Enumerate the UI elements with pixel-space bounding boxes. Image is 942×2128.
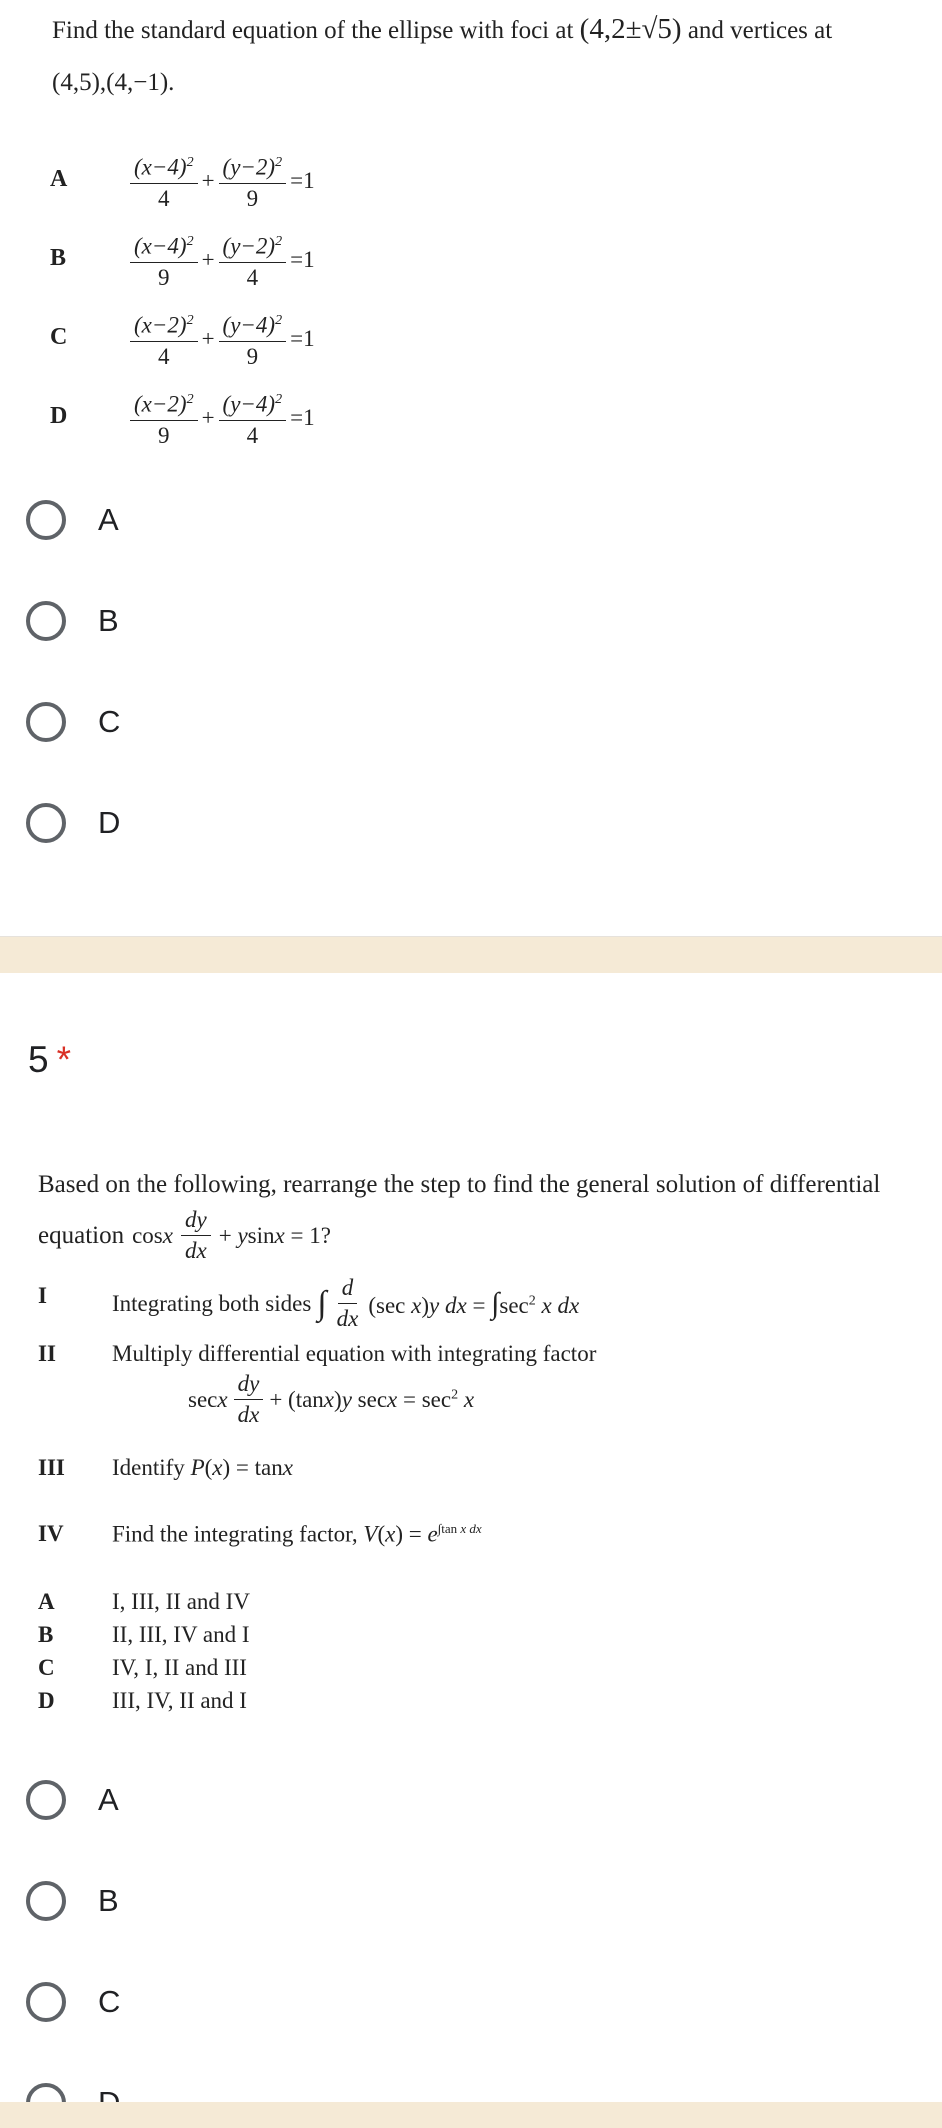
radio-circle[interactable] bbox=[26, 1881, 66, 1921]
step-i: I Integrating both sides ∫ $\frac{d}{dx}$ (sec x)y dx = $\int\sec^2$ x dx bbox=[38, 1275, 580, 1331]
radio-option-b[interactable]: B bbox=[26, 601, 119, 641]
question-card-4: Find the standard equation of the ellipse with foci at (4,2±√5) and vertices at (4,5),(4,−1). A $\frac{(x-4)^2}{4}$ + $\frac{(y-2)^2}{9}$ =1 B $\frac{(x-4)^2}{9}$ + $\frac{(y-2)^2}{4}$ =1 C $\frac{(x-2)^2}{4}$ + $\frac{(y-4)^2}{9}$ =1 D $\frac{(x-2)^2}{9}$ + $\frac{(y-4)^2}{4}$ =1 A B C D bbox=[0, 0, 942, 938]
answer-key-list bbox=[38, 1589, 538, 1721]
radio-option-a[interactable]: A bbox=[26, 500, 119, 540]
question-number: 5 * bbox=[28, 1039, 71, 1080]
bottom-divider bbox=[0, 2102, 942, 2128]
equation-a: $\frac{(x-4)^2}{4}$ + $\frac{(y-2)^2}{9}$ =1 bbox=[130, 148, 315, 214]
foci-expression: (4,2±√5) bbox=[579, 13, 682, 45]
stem-text-mid: and vertices at bbox=[687, 17, 833, 44]
question-stem: Based on the following, rearrange the step to find the general solution of differential bbox=[38, 1171, 881, 1198]
question-card-5: 5 * Based on the following, rearrange the step to find the general solution of differential equation cosx $\frac{dy}{dx}$ + ysinx = 1? I Integrating both sides ∫ $\frac{d}{dx}$ (sec x)y dx = $\int\sec^2$ x dx II Multiply differential equation with integrating factor secx $\frac{dy}{dx}$ + (tanx)y $\sec x = \sec^2 x$ III Identify P(x) = tanx IV Find the integrating factor, $V(x) = e^{\int tan x dx}$ A I, III, II and IV B II, III, IV and I C IV, I, II and III D III, IV, II and I A B C bbox=[0, 973, 942, 2113]
radio-circle[interactable] bbox=[26, 500, 66, 540]
radio-circle[interactable] bbox=[26, 702, 66, 742]
radio-circle[interactable] bbox=[26, 1982, 66, 2022]
radio-circle[interactable] bbox=[26, 803, 66, 843]
stem-text: Find the standard equation of the ellipse with foci at bbox=[52, 17, 574, 44]
answer-key-c: C IV, I, II and III bbox=[38, 1655, 247, 1680]
answer-key-a: A I, III, II and IV bbox=[38, 1589, 250, 1614]
radio-option-d[interactable]: D bbox=[26, 803, 120, 843]
step-ii-equation: secx $\frac{dy}{dx}$ + (tanx)y $\sec x = \sec^2 x$ bbox=[188, 1371, 475, 1427]
radio-option-a[interactable]: A bbox=[26, 1780, 119, 1820]
equation-c: $\frac{(x-2)^2}{4}$ + $\frac{(y-4)^2}{9}$ =1 bbox=[130, 306, 315, 372]
radio-option-c[interactable]: C bbox=[26, 702, 120, 742]
radio-option-b[interactable]: B bbox=[26, 1881, 119, 1921]
equation-d: $\frac{(x-2)^2}{9}$ + $\frac{(y-4)^2}{4}$ =1 bbox=[130, 385, 315, 451]
radio-circle[interactable] bbox=[26, 1780, 66, 1820]
required-asterisk: * bbox=[56, 1039, 71, 1080]
answer-key-b: B II, III, IV and I bbox=[38, 1622, 250, 1647]
section-divider bbox=[0, 937, 942, 973]
vertices-expression: (4,5),(4,−1). bbox=[52, 69, 175, 96]
differential-equation: equation cosx $\frac{dy}{dx}$ + ysinx = 1? bbox=[38, 1207, 331, 1263]
equation-b: $\frac{(x-4)^2}{9}$ + $\frac{(y-2)^2}{4}$ =1 bbox=[130, 227, 315, 293]
radio-circle[interactable] bbox=[26, 601, 66, 641]
step-ii: II Multiply differential equation with integrating factor secx $\frac{dy}{dx}$ + (tanx)y $\sec x = \sec^2 x$ bbox=[38, 1339, 918, 1419]
answer-key-d: D III, IV, II and I bbox=[38, 1688, 247, 1713]
question-stem bbox=[52, 12, 912, 48]
radio-option-c[interactable]: C bbox=[26, 1982, 120, 2022]
